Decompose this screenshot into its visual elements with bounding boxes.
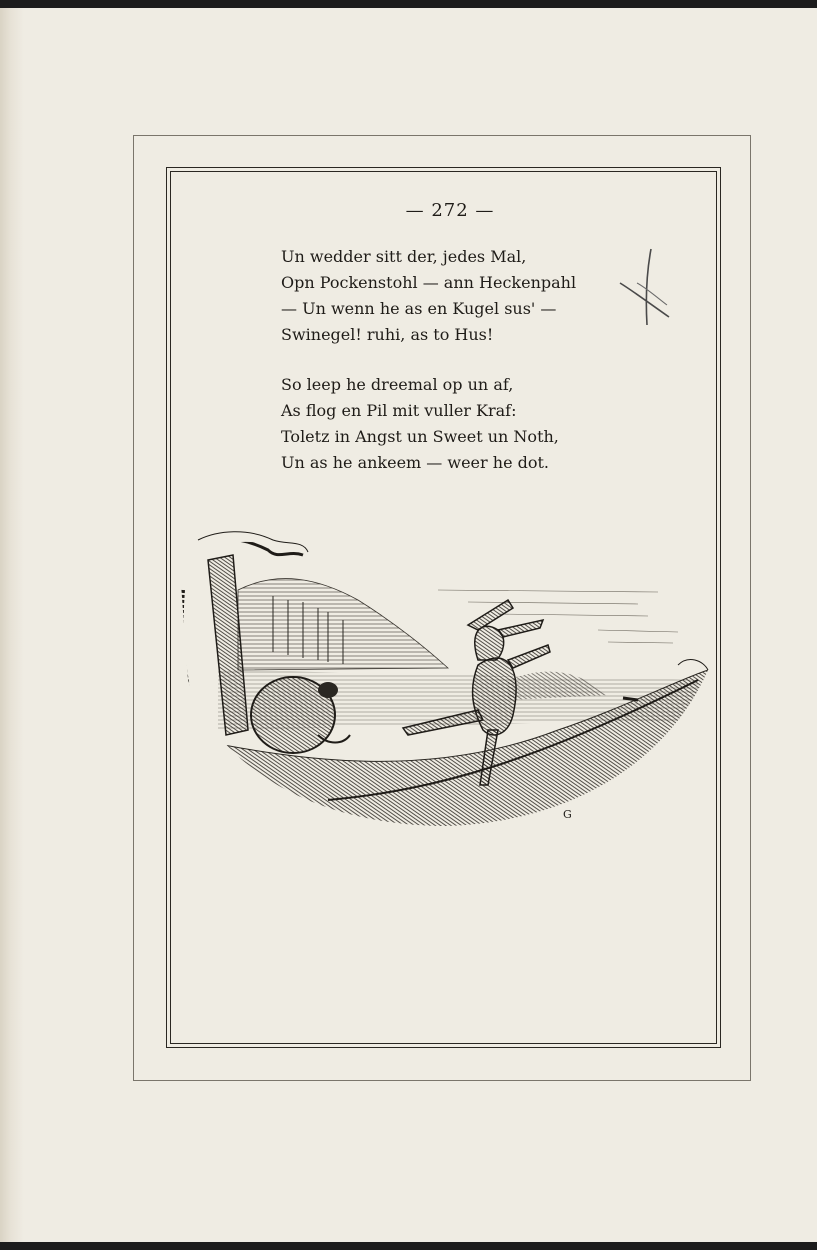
poem-line: Un wedder sitt der, jedes Mal, <box>281 247 527 266</box>
pencil-check-mark-icon <box>615 245 675 330</box>
page-number: — 272 — <box>405 200 495 221</box>
poem-line: Toletz in Angst un Sweet un Noth, <box>281 427 559 446</box>
hare-hedgehog-illustration <box>178 530 713 830</box>
poem-line: As flog en Pil mit vuller Kraf: <box>281 401 517 420</box>
poem-line: Swinegel! ruhi, as to Hus! <box>281 325 494 344</box>
poem-stanza-1 <box>281 244 581 348</box>
poem-line: — Un wenn he as en Kugel sus' — <box>281 299 557 318</box>
page-gutter-edge <box>0 8 24 1242</box>
poem-line: Un as he ankeem — weer he dot. <box>281 453 550 472</box>
poem-stanza-2 <box>281 372 581 476</box>
illustrator-signature: G <box>563 808 572 821</box>
poem-line: So leep he dreemal op un af, <box>281 375 514 394</box>
poem-line: Opn Pockenstohl — ann Heckenpahl <box>281 273 577 292</box>
